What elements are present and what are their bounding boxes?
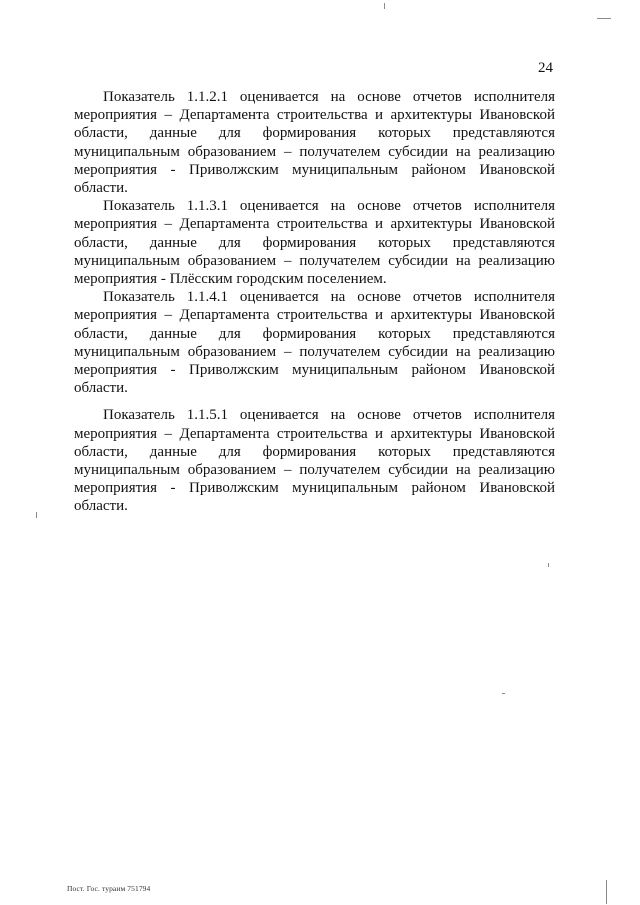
scan-mark-top-center xyxy=(384,3,385,9)
scan-mark-left-edge xyxy=(36,512,37,518)
scan-mark-right-1 xyxy=(548,563,549,567)
scan-mark-bottom-right xyxy=(606,880,607,904)
scan-mark-top-right xyxy=(597,18,611,19)
paragraph-indicator-1-1-5-1: Показатель 1.1.5.1 оценивается на основе отчетов исполнителя мероприятия – Департамента строительства и архитектуры Ивановской области, данные для формирования которых представляются муниципальным образованием – получателем субсидии на реализацию мероприятия - Приволжским муниципальным районом Ивановской области. xyxy=(74,407,555,515)
document-body xyxy=(74,88,555,516)
paragraph-indicator-1-1-2-1: Показатель 1.1.2.1 оценивается на основе отчетов исполнителя мероприятия – Департамента строительства и архитектуры Ивановской области, данные для формирования которых представляются муниципальным образованием – получателем субсидии на реализацию мероприятия - Приволжским муниципальным районом Ивановской области. xyxy=(74,89,555,197)
footer-stamp: Пост. Гос. тураим 751794 xyxy=(67,884,151,893)
scan-mark-right-2 xyxy=(502,693,505,694)
paragraph-indicator-1-1-4-1: Показатель 1.1.4.1 оценивается на основе отчетов исполнителя мероприятия – Департамента строительства и архитектуры Ивановской области, данные для формирования которых представляются муниципальным образованием – получателем субсидии на реализацию мероприятия - Приволжским муниципальным районом Ивановской области. xyxy=(74,289,555,397)
paragraph-indicator-1-1-3-1: Показатель 1.1.3.1 оценивается на основе отчетов исполнителя мероприятия – Департамента строительства и архитектуры Ивановской области, данные для формирования которых представляются муниципальным образованием – получателем субсидии на реализацию мероприятия - Плёсским городским поселением. xyxy=(74,198,555,288)
page-number: 24 xyxy=(538,60,553,76)
